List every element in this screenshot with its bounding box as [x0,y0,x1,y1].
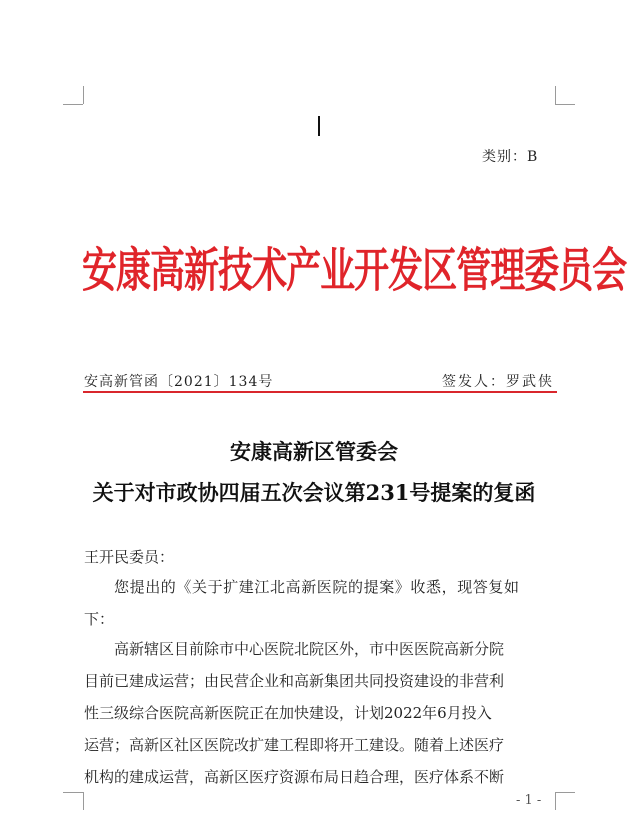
document-number: 安高新管函〔2021〕134号 [84,374,274,390]
paragraph-1 [84,571,558,635]
category-label: 类别：B [482,149,539,165]
document-title-line2: 关于对市政协四届五次会议第231号提案的复函 [92,480,536,505]
red-divider-line [83,391,557,393]
crop-mark-top-right-v [555,86,556,104]
salutation: 王开民委员： [84,548,175,566]
paragraph-line: 高新辖区目前除市中心医院北院区外，市中医医院高新分院 [114,640,505,658]
crop-mark-bottom-left-h [63,792,83,793]
crop-mark-top-left-h [63,104,83,105]
document-title-line1: 安康高新区管委会 [230,439,398,464]
crop-mark-bottom-left-v [83,792,84,810]
paragraph-line: 目前已建成运营；由民营企业和高新集团共同投资建设的非营利 [84,672,505,690]
paragraph-line: 性三级综合医院高新医院正在加快建设，计划2022年6月投入 [84,704,492,722]
text-cursor [318,116,320,136]
paragraph-line: 下： [84,610,115,628]
signer-label: 签发人：罗武侠 [442,374,554,390]
page-number: - 1 - [516,793,542,808]
crop-mark-bottom-right-v [555,792,556,810]
crop-mark-top-left-v [83,86,84,104]
paragraph-line: 您提出的《关于扩建江北高新医院的提案》收悉，现答复如 [114,578,520,596]
paragraph-line: 运营；高新区社区医院改扩建工程即将开工建设。随着上述医疗 [84,736,505,754]
paragraph-2 [84,633,558,793]
paragraph-line: 机构的建成运营，高新区医疗资源布局日趋合理，医疗体系不断 [84,768,505,786]
crop-mark-top-right-h [555,104,575,105]
crop-mark-bottom-right-h [555,792,575,793]
issuer-heading: 安康高新技术产业开发区管理委员会 [82,241,627,299]
